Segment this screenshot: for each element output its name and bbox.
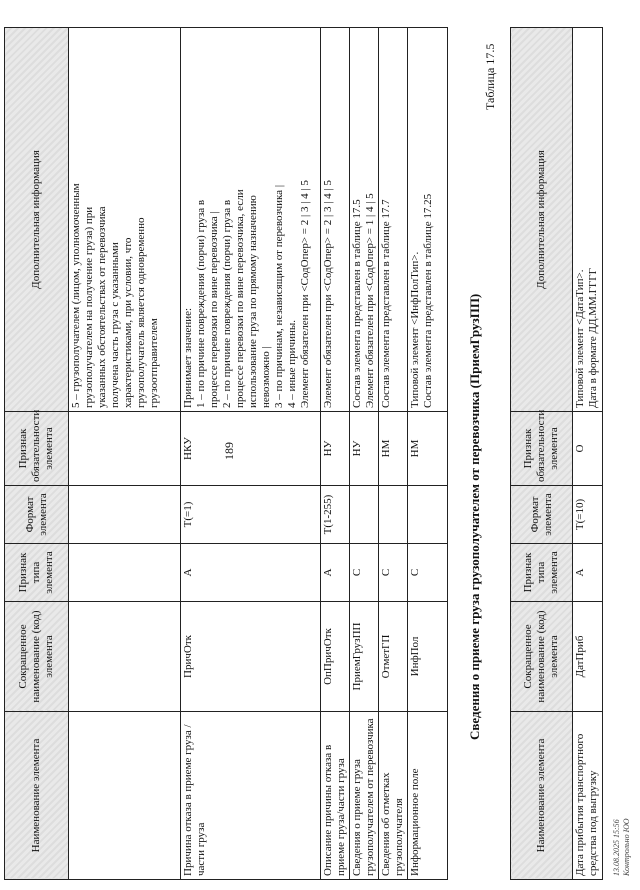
cell-type: A (181, 544, 321, 602)
header-info: Дополнительная информация (5, 28, 69, 412)
info-line: Элемент обязателен при <СодОпер> = 1 | 4 | 5 (363, 193, 376, 408)
info-line: Типовой элемент <ДатаТип>. (574, 269, 586, 408)
cell-info (69, 28, 181, 412)
info-line: характеристиками, при условии, что (121, 237, 134, 408)
cell-name: Дата прибытия транспортного средства под выгрузку (573, 712, 603, 880)
cell-required: НУ (321, 412, 350, 486)
cell-type: С (407, 544, 447, 602)
section-title: Сведения о приеме груза грузополучателем от перевозчика (ПриемГрузПП) (467, 293, 482, 740)
cell-name: Причина отказа в приеме груза / части груза (181, 712, 321, 880)
cell-info (378, 28, 407, 412)
info-line: 1 – по причине повреждения (порчи) груза в (194, 199, 207, 408)
cell-code: ПриемГрузПП (349, 602, 378, 712)
info-line: процессе перевозки по вине перевозчика | (207, 211, 220, 408)
cell-format: T(1-255) (321, 486, 350, 544)
print-stamp (612, 818, 631, 876)
cell-format: T(=1) (181, 486, 321, 544)
table-row (321, 28, 350, 880)
info-line: Состав элемента представлен в таблице 17.25 (421, 193, 434, 408)
info-line: 2 – по причине повреждения (порчи) груза в (220, 199, 233, 408)
table-header-row (511, 28, 573, 880)
info-line: Состав элемента представлен в таблице 17.7 (379, 199, 392, 408)
cell-code: ДатПриб (573, 602, 603, 712)
info-line: 3 – по причинам, независящим от перевозчика | (272, 184, 285, 408)
info-line: использование груза по прямому назначению (246, 195, 259, 408)
table-row (69, 28, 181, 880)
cell-required: НМ (407, 412, 447, 486)
table-header-row (5, 28, 69, 880)
stamp-date: 13.08.2025 15:56 (612, 819, 621, 876)
info-line: невозможно | (259, 346, 272, 408)
cell-code: ОпПричОтк (321, 602, 350, 712)
cell-info (181, 28, 321, 412)
cell-info (349, 28, 378, 412)
info-line: процессе перевозки по вине перевозчика, если (233, 189, 246, 408)
cell-name: Сведения об отметках грузополучателя (378, 712, 407, 880)
table-row (407, 28, 447, 880)
info-line: грузополучателем на получение груза) при (82, 206, 95, 408)
info-line: Состав элемента представлен в таблице 17.5 (350, 199, 363, 408)
cell-type: С (349, 544, 378, 602)
cell-required: О (573, 412, 603, 486)
elements-table-17-5 (510, 27, 603, 880)
header-info: Дополнительная информация (511, 28, 573, 412)
table-row (573, 28, 603, 880)
info-line: Элемент обязателен при <СодОпер> = 2 | 3 | 4 | 5 (322, 180, 334, 408)
cell-info (573, 28, 603, 412)
cell-required (69, 412, 181, 486)
info-line: 4 – иные причины. (285, 319, 298, 408)
page-number: 189 (222, 442, 236, 460)
cell-format (349, 486, 378, 544)
cell-required: НКУ (181, 412, 321, 486)
cell-code: ОтметГП (378, 602, 407, 712)
header-code: Сокращенное наименование (код) элемента (511, 602, 573, 712)
table-row (349, 28, 378, 880)
info-line: получена часть груза с указанными (108, 242, 121, 408)
cell-format (407, 486, 447, 544)
cell-info (321, 28, 350, 412)
header-format: Формат элемента (5, 486, 69, 544)
info-line: Дата в формате ДД.ММ.ГГГГ (586, 267, 599, 408)
cell-name: Информационное поле (407, 712, 447, 880)
cell-name: Сведения о приеме груза грузополучателем от перевозчика (349, 712, 378, 880)
header-name: Наименование элемента (5, 712, 69, 880)
info-line: Принимает значение: (182, 307, 194, 408)
cell-type: A (321, 544, 350, 602)
cell-info (407, 28, 447, 412)
info-line: 5 – грузополучателем (лицом, уполномоченным (70, 183, 82, 408)
cell-name (69, 712, 181, 880)
table-row (181, 28, 321, 880)
cell-code: ПричОтк (181, 602, 321, 712)
header-required: Признак обязательности элемента (5, 412, 69, 486)
cell-name: Описание причины отказа в приеме груза/части груза (321, 712, 350, 880)
header-code: Сокращенное наименование (код) элемента (5, 602, 69, 712)
table-row (378, 28, 407, 880)
info-line: грузоотправителем (147, 318, 160, 408)
cell-format (69, 486, 181, 544)
cell-code (69, 602, 181, 712)
info-line: грузополучатель является одновременно (134, 217, 147, 408)
header-type: Признак типа элемента (511, 544, 573, 602)
cell-type (69, 544, 181, 602)
stamp-note: Контрольно ЮО (621, 818, 631, 876)
header-format: Формат элемента (511, 486, 573, 544)
cell-format (378, 486, 407, 544)
cell-format: T(=10) (573, 486, 603, 544)
cell-required: НМ (378, 412, 407, 486)
cell-code: ИнфПол (407, 602, 447, 712)
header-name: Наименование элемента (511, 712, 573, 880)
info-line: указанных обстоятельствах от перевозчика (95, 206, 108, 408)
cell-required: НУ (349, 412, 378, 486)
header-type: Признак типа элемента (5, 544, 69, 602)
table-label: Таблица 17.5 (483, 43, 497, 110)
cell-type: A (573, 544, 603, 602)
info-line: Типовой элемент <ИнфПолТип>. (408, 251, 421, 408)
header-required: Признак обязательности элемента (511, 412, 573, 486)
info-line: Элемент обязателен при <СодОпер> = 2 | 3 | 4 | 5 (298, 180, 311, 408)
cell-type: С (378, 544, 407, 602)
